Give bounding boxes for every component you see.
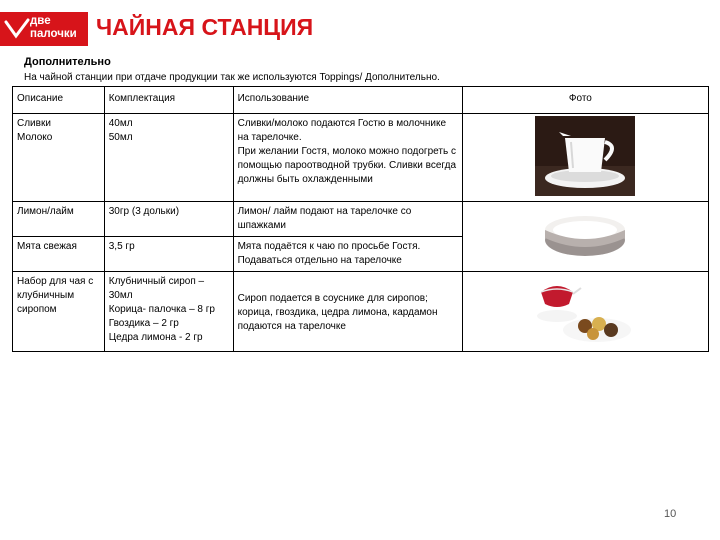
chopsticks-icon: [4, 18, 30, 40]
cell-photo: [462, 202, 708, 272]
usage-text: Сироп подается в соуснике для сиропов; корица, гвоздика, цедра лимона, кардамон подаются на тарелочке: [237, 293, 438, 332]
table-row: [13, 272, 709, 352]
section-subtitle: Дополнительно: [24, 56, 111, 68]
logo-line-2: палочки: [30, 28, 77, 40]
brand-logo: [0, 12, 88, 46]
intro-text: На чайной станции при отдаче продукции так же используются Toppings/ Дополнительно.: [24, 72, 440, 83]
page-number: 10: [664, 508, 677, 520]
cell-contents: Клубничный сироп – 30мл Корица- палочка – 8 гр Гвоздика – 2 гр Цедра лимона - 2 гр: [104, 272, 233, 352]
table-header-row: [13, 87, 709, 114]
toppings-table: [12, 86, 709, 352]
header-photo-label: Фото: [568, 93, 592, 104]
small-plate-photo: [535, 204, 635, 264]
logo-line-1: две: [30, 15, 51, 27]
cell-photo: [462, 272, 708, 352]
table-row: [13, 114, 709, 202]
table-row: [13, 202, 709, 237]
header-contents: Комплектация: [104, 87, 233, 114]
cell-description: Мята свежая: [13, 237, 105, 272]
cell-description: Сливки Молоко: [13, 114, 105, 202]
logo-text: [30, 15, 77, 41]
cell-description: Набор для чая с клубничным сиропом: [13, 272, 105, 352]
header-photo: [462, 87, 708, 114]
cell-usage: Лимон/ лайм подают на тарелочке со шпажками: [233, 202, 462, 237]
cell-description: Лимон/лайм: [13, 202, 105, 237]
cell-usage: Мята подаётся к чаю по просьбе Гостя. Подаваться отдельно на тарелочке: [233, 237, 462, 272]
cell-contents: 3,5 гр: [104, 237, 233, 272]
header-usage: Использование: [233, 87, 462, 114]
cell-contents: 30гр (3 дольки): [104, 202, 233, 237]
milk-jug-photo: [535, 116, 635, 196]
cell-contents: 40мл 50мл: [104, 114, 233, 202]
syrup-set-photo: [535, 274, 635, 348]
cell-photo: [462, 114, 708, 202]
cell-usage: Сливки/молоко подаются Гостю в молочнике на тарелочке. При желании Гостя, молоко можно подогреть с помощью пароотводной трубки. Сливки всегда должны быть охлажденными: [233, 114, 462, 202]
cell-usage: [233, 272, 462, 352]
header-description: Описание: [13, 87, 105, 114]
page-title: ЧАЙНАЯ СТАНЦИЯ: [96, 14, 314, 40]
